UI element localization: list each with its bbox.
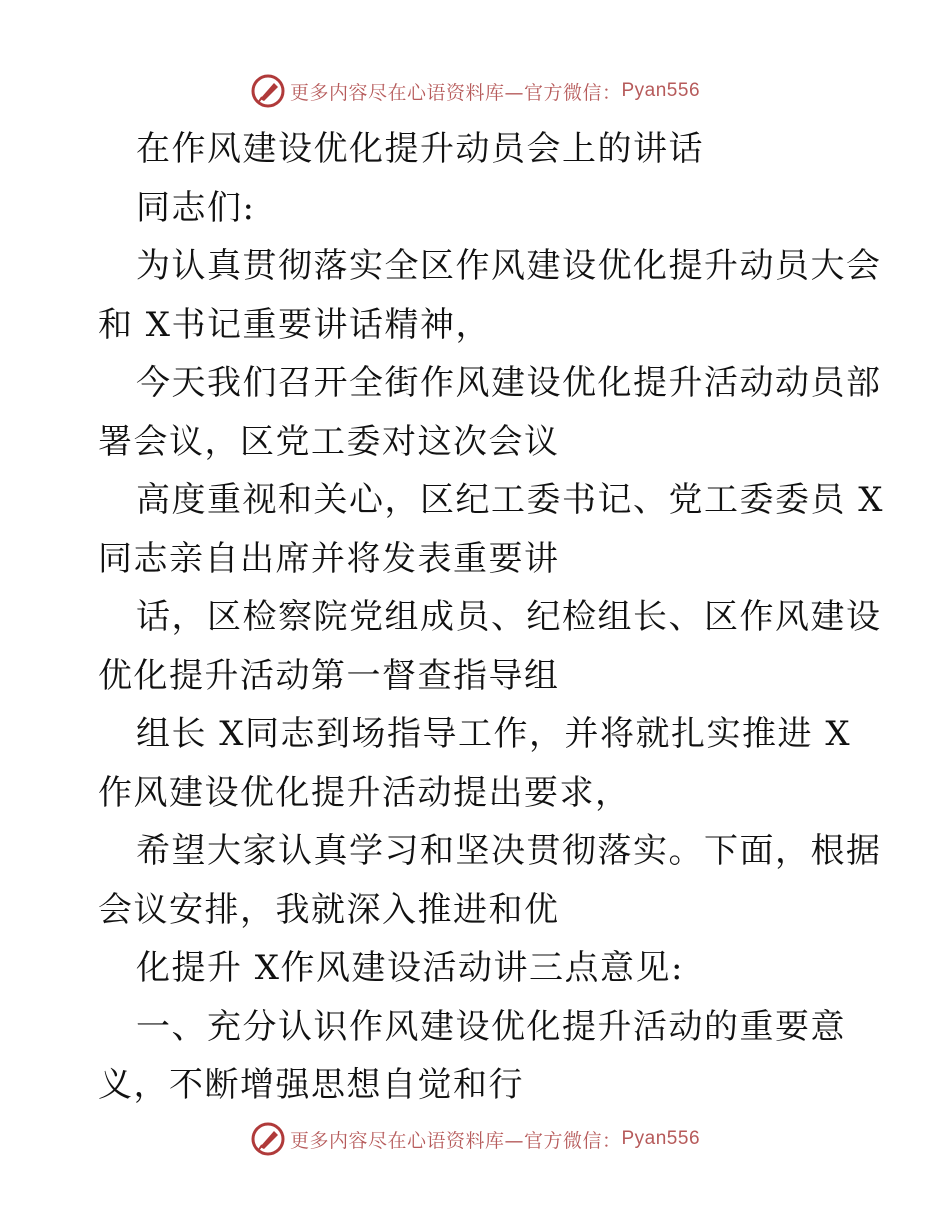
doc-line: 希望大家认真学习和坚决贯彻落实。下面，根据 [136,831,882,871]
doc-line: 在作风建设优化提升动员会上的讲话 [136,129,704,169]
doc-line: 和 X书记重要讲话精神， [98,304,492,345]
doc-line: 同志亲自出席并将发表重要讲 [98,538,560,579]
watermark-wechat: Pyan556 [621,80,701,101]
watermark-text: 更多内容尽在心语资料库—官方微信： [289,81,622,104]
watermark-text: 更多内容尽在心语资料库—官方微信： [289,1129,622,1152]
pen-circle-logo-icon [250,1121,286,1157]
doc-line: 化提升 X作风建设活动讲三点意见: [136,948,684,988]
doc-line: 优化提升活动第一督查指导组 [98,655,560,696]
doc-line: 今天我们召开全街作风建设优化提升活动动员部 [136,363,882,403]
doc-line: 同志们: [136,187,256,228]
doc-line: 组长 X同志到场指导工作，并将就扎实推进 X [136,714,852,754]
pen-circle-logo-icon [250,73,286,109]
doc-line: 义，不断增强思想自觉和行 [98,1065,524,1105]
doc-line: 高度重视和关心，区纪工委书记、党工委委员 X [136,480,885,520]
doc-line: 会议安排，我就深入推进和优 [98,889,560,930]
watermark-banner-bottom [0,1117,950,1161]
doc-line: 一、充分认识作风建设优化提升活动的重要意 [136,1006,846,1047]
doc-line: 署会议，区党工委对这次会议 [98,421,560,462]
document-body [98,120,885,1115]
doc-line: 作风建设优化提升活动提出要求， [98,772,631,813]
doc-line: 为认真贯彻落实全区作风建设优化提升动员大会 [136,246,882,286]
watermark-wechat: Pyan556 [621,1128,701,1149]
watermark-banner-top [0,69,950,113]
doc-line: 话，区检察院党组成员、纪检组长、区作风建设 [136,597,882,637]
